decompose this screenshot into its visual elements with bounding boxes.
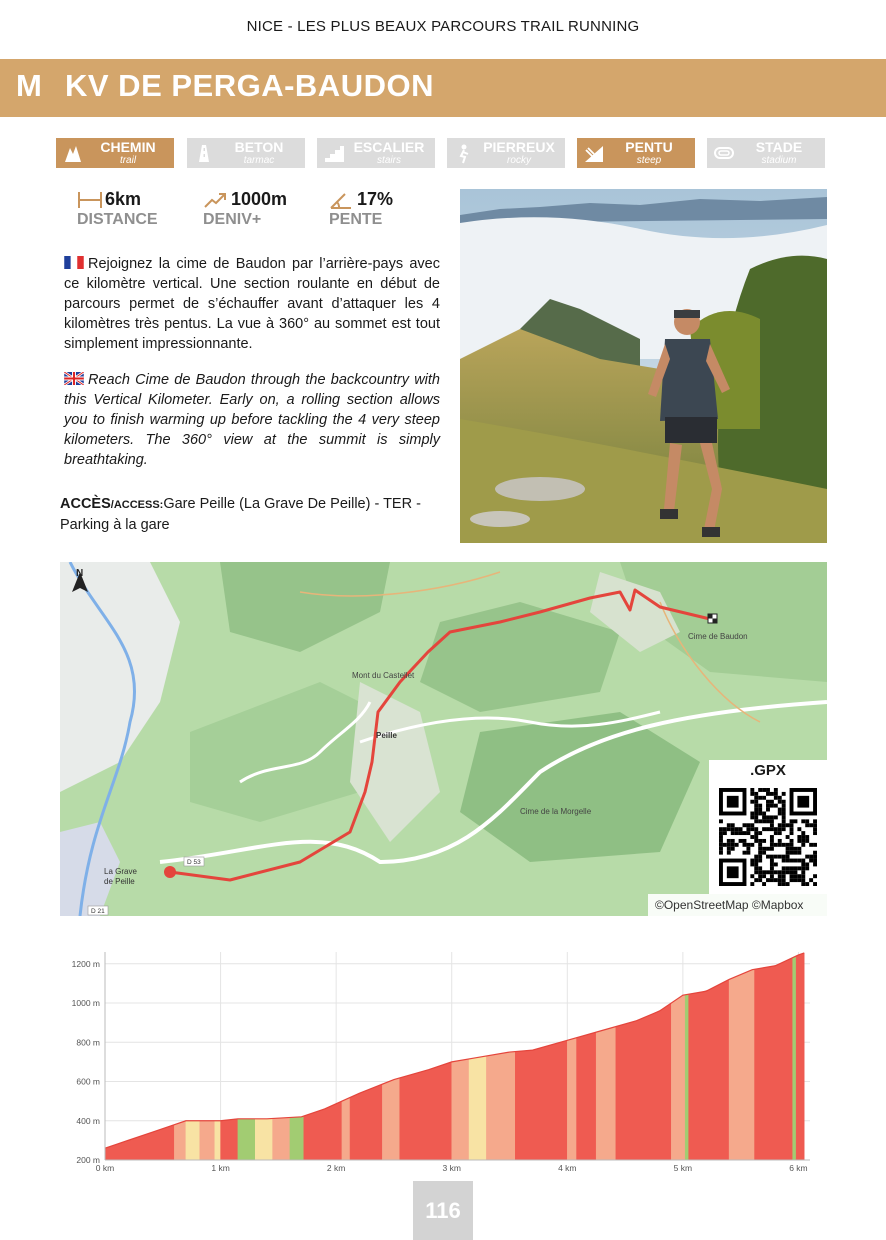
terrain-tags	[56, 138, 826, 168]
profile-band-steep	[577, 1032, 597, 1160]
map-place-cime-de-baudon: Cime de Baudon	[688, 632, 748, 641]
profile-band-gentle	[215, 1121, 221, 1160]
terrain-tag-steep: PENTU steep	[577, 138, 695, 168]
profile-band-moderate	[671, 995, 685, 1160]
x-tick-label: 0 km	[95, 1163, 115, 1173]
uk-flag-icon	[64, 372, 84, 385]
slope-icon	[329, 190, 355, 210]
y-tick-label: 1200 m	[71, 958, 100, 969]
profile-band-moderate	[174, 1121, 186, 1160]
profile-band-moderate	[729, 969, 754, 1160]
elevation-icon	[203, 190, 229, 210]
gpx-label: .GPX	[750, 762, 786, 779]
profile-band-moderate	[596, 1027, 616, 1160]
terrain-tag-stadium: STADE stadium	[707, 138, 825, 168]
runner-on-ridge-image	[460, 189, 827, 543]
stat-slope: 17% PENTE	[329, 189, 394, 228]
profile-band-steep	[400, 1062, 452, 1160]
profile-band-flat	[238, 1119, 255, 1160]
stat-elevation: 1000m DENIV+	[203, 189, 288, 228]
y-tick-label: 1000 m	[71, 998, 100, 1009]
access-text: Gare Peille (La Grave De Peille) - TER - Parking à la gare	[60, 496, 421, 533]
map-copyright: ©OpenStreetMap ©Mapbox	[648, 894, 827, 916]
stadium-icon	[713, 142, 735, 164]
terrain-tag-trail: CHEMIN trail	[56, 138, 174, 168]
access-info	[60, 494, 442, 535]
profile-band-steep	[796, 953, 804, 1160]
title-band	[0, 59, 886, 117]
profile-band-steep	[515, 1040, 567, 1160]
steep-icon	[583, 142, 605, 164]
north-label: N	[76, 568, 84, 579]
profile-band-steep	[755, 958, 793, 1160]
x-tick-label: 3 km	[442, 1163, 461, 1173]
map-place-mont-du-castellet: Mont du Castellet	[352, 671, 415, 680]
terrain-tag-stairs: ESCALIER stairs	[317, 138, 435, 168]
y-tick-label: 600 m	[76, 1076, 100, 1087]
profile-band-moderate	[452, 1059, 469, 1160]
stairs-icon	[323, 142, 345, 164]
trail-icon	[62, 142, 84, 164]
profile-band-gentle	[186, 1121, 200, 1160]
access-label: ACCÈS/ACCESS:	[60, 496, 164, 512]
profile-band-moderate	[273, 1117, 290, 1160]
tarmac-icon	[193, 142, 215, 164]
profile-band-steep	[105, 1125, 174, 1160]
profile-band-steep	[221, 1119, 238, 1160]
route-title: KV DE PERGA-BAUDON	[65, 68, 434, 103]
x-tick-label: 2 km	[326, 1163, 346, 1173]
runner-photo	[460, 189, 827, 543]
profile-band-moderate	[567, 1038, 576, 1160]
profile-band-flat	[685, 994, 688, 1160]
x-tick-label: 1 km	[211, 1163, 230, 1173]
page-number: 116	[413, 1181, 473, 1240]
profile-band-moderate	[486, 1052, 515, 1160]
running-head: NICE - LES PLUS BEAUX PARCOURS TRAIL RUNNING	[246, 18, 640, 35]
stat-distance: 6km DISTANCE	[77, 189, 158, 228]
profile-band-moderate	[200, 1121, 215, 1160]
road-label-d53: D 53	[187, 859, 201, 866]
x-tick-label: 4 km	[558, 1163, 577, 1173]
description-fr: Rejoignez la cime de Baudon par l’arrière-pays avec ce kilomètre vertical. Une section roulante en début de parcours permet de s’échauffer avant d’attaquer les 4 kilomètres très pentus. La vue à 360° au sommet est tout simplement impressionnante.	[64, 256, 440, 352]
profile-band-steep	[689, 979, 729, 1160]
map-place-cime-de-la-morgelle: Cime de la Morgelle	[520, 807, 592, 816]
x-tick-label: 6 km	[789, 1163, 808, 1173]
profile-band-flat	[290, 1116, 304, 1160]
route-letter: M	[16, 68, 42, 103]
map-place-peille: Peille	[376, 731, 397, 740]
elevation-profile	[60, 940, 830, 1180]
profile-band-gentle	[469, 1056, 486, 1160]
y-tick-label: 400 m	[76, 1115, 100, 1126]
map-place-de-peille: de Peille	[104, 877, 135, 886]
profile-band-moderate	[382, 1078, 399, 1160]
y-tick-label: 200 m	[76, 1155, 100, 1165]
gpx-qr-code-icon[interactable]	[719, 788, 817, 886]
elevation-profile-chart	[60, 940, 830, 1180]
road-label-d21: D 21	[91, 908, 105, 915]
distance-icon	[77, 190, 103, 210]
gpx-qr-box	[709, 760, 827, 894]
french-flag-icon	[64, 256, 84, 269]
terrain-tag-rocky: PIERREUX rocky	[447, 138, 565, 168]
profile-band-gentle	[255, 1118, 272, 1160]
map-place-la-grave: La Grave	[104, 867, 137, 876]
x-tick-label: 5 km	[673, 1163, 693, 1173]
terrain-tag-tarmac: BETON tarmac	[187, 138, 305, 168]
profile-band-steep	[616, 1003, 671, 1160]
description-en: Reach Cime de Baudon through the backcountry with this Vertical Kilometer. Early on, a rolling section allows you to finish warming up before tackling the 4 very steep kilometers. The 360° view at the summit is simply breathtaking.	[64, 372, 440, 468]
y-tick-label: 800 m	[76, 1037, 100, 1048]
profile-band-flat	[793, 956, 796, 1160]
profile-band-moderate	[342, 1097, 350, 1160]
rocky-icon	[453, 142, 475, 164]
